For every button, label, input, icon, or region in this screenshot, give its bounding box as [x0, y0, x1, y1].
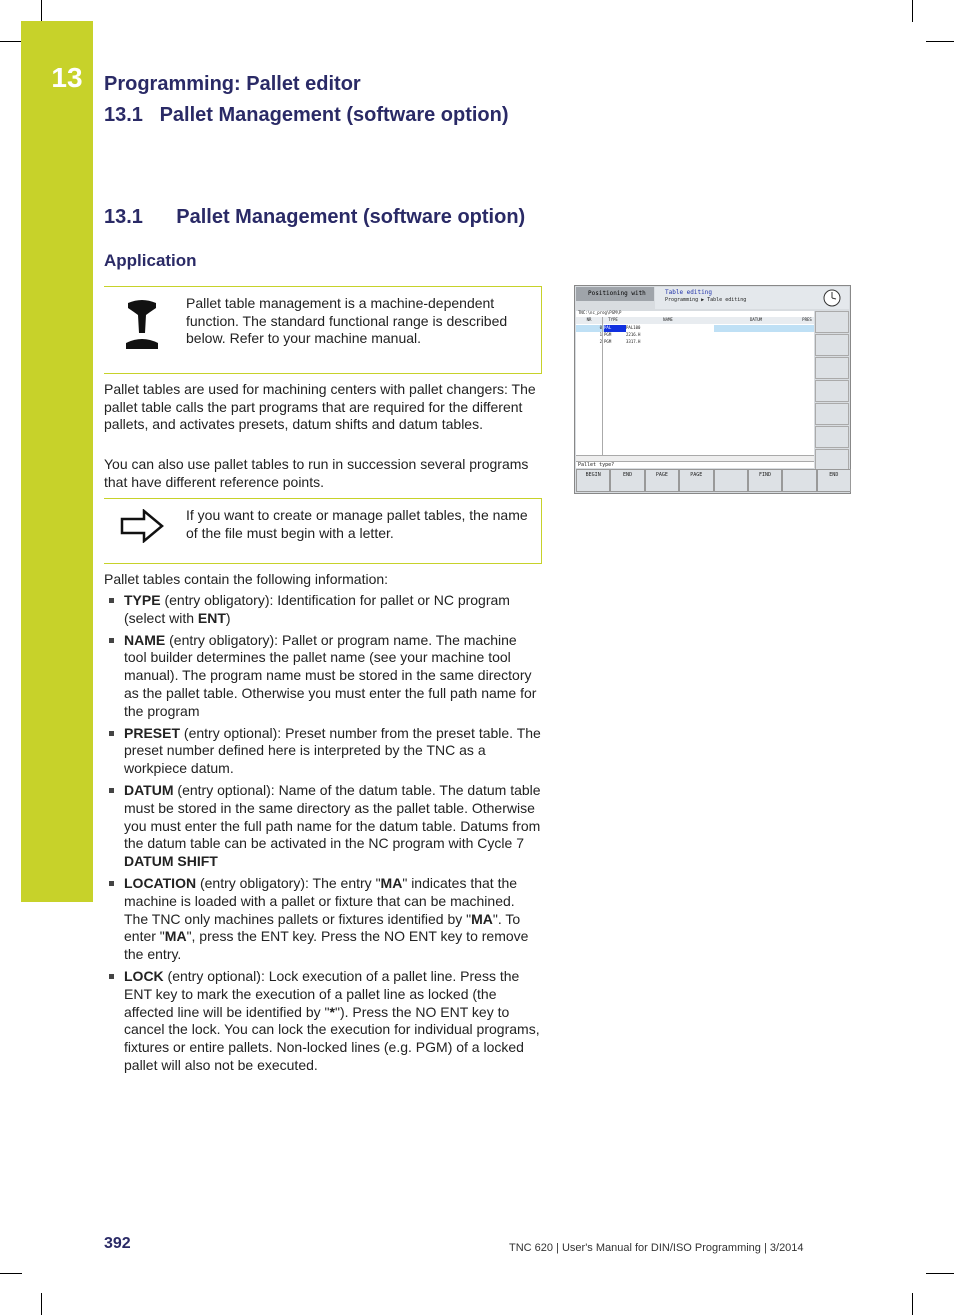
program-title: Table editing [665, 289, 712, 296]
column-header: NAME [663, 317, 673, 322]
crop-mark [912, 1293, 913, 1315]
running-section-title: 13.1 Pallet Management (software option) [104, 104, 509, 126]
list-item: PRESET (entry optional): Preset number from the preset table. The preset number defined here is interpreted by the TNC as a workpiece datum. [104, 725, 542, 778]
footer: TNC 620 | User's Manual for DIN/ISO Programming | 3/2014 [509, 1242, 804, 1254]
column-header: PRES [802, 317, 812, 322]
dialog-prompt: Pallet type? [576, 461, 814, 468]
program-header [655, 287, 815, 309]
tip-note-box [104, 498, 542, 564]
softkey-bar[interactable] [576, 469, 851, 492]
table-row[interactable]: 2 PGM 3317.H [599, 339, 641, 344]
column-header: TYPE [608, 317, 618, 322]
table-row[interactable]: 1 PGM 2216.H [599, 332, 641, 337]
list-item: TYPE (entry obligatory): Identification for pallet or NC program (select with ENT) [104, 592, 542, 628]
list-item: DATUM (entry optional): Name of the datum table. The datum table must be stored in the same directory as the pallet table. Otherwise you must enter the full path name for the datum table. Datums from the datum table can be activated in the NC program with Cycle 7 DATUM SHIFT [104, 782, 542, 871]
info-list [104, 592, 542, 1079]
paragraph: Pallet tables contain the following information: [104, 571, 389, 587]
chapter-title: Programming: Pallet editor [104, 73, 361, 95]
pallet-table[interactable] [576, 311, 814, 468]
crop-mark [926, 41, 954, 42]
list-item: LOCK (entry optional): Lock execution of a pallet line. Press the ENT key to mark the execution of a pallet line as locked (the affected line will be identified by "*"). Press the NO ENT key to cancel the lock. You can lock the execution for individual programs, fixtures or entire pallets. Non-locked lines (e.g. PGM) of a locked pallet will also not be executed. [104, 968, 542, 1075]
softkey-find[interactable]: FIND [748, 469, 782, 492]
tip-note-text: If you want to create or manage pallet tables, the name of the file must begin with a letter. [186, 507, 528, 541]
file-path: TNC:\nc_prog\PGM\P [578, 310, 622, 315]
softkey-blank[interactable] [714, 469, 748, 492]
softkey-end[interactable]: END [610, 469, 644, 492]
clock-icon [815, 287, 849, 309]
chapter-tab [21, 21, 93, 902]
table-row[interactable]: 0 PAL PAL100 [576, 325, 814, 332]
column-header: DATUM [749, 317, 763, 322]
tnc-screenshot [574, 285, 851, 494]
section-title: 13.1 Pallet Management (software option) [104, 206, 526, 228]
crop-mark [41, 1293, 42, 1315]
mode-display: Positioning with [576, 287, 654, 301]
crop-mark [0, 1273, 22, 1274]
machine-note-box [104, 286, 542, 374]
subsection-title: Application [104, 251, 197, 270]
crop-mark [41, 0, 42, 22]
paragraph: Pallet tables are used for machining centers with pallet changers: The pallet table calls the part programs that are required for the different pallets, and activates presets, datum shifts and datum tables. [104, 381, 536, 432]
machine-note-text: Pallet table management is a machine-dependent function. The standard functional range is described below. Refer to your machine manual. [186, 295, 508, 346]
crop-mark [912, 0, 913, 22]
softkey-page-up[interactable]: PAGE [645, 469, 679, 492]
list-item: NAME (entry obligatory): Pallet or program name. The machine tool builder determines the pallet name (see your machine tool manual). The program name must be stored in the same directory as the pallet table. Otherwise you must enter the full path name for the program [104, 632, 542, 721]
list-item: LOCATION (entry obligatory): The entry "MA" indicates that the machine is loaded with a pallet or fixture that can be machined. The TNC only machines pallets or fixtures identified by "MA". To enter "MA", press the ENT key. Press the NO ENT key to remove the entry. [104, 875, 542, 964]
table-header [576, 317, 814, 324]
program-subtitle: Programming ▶ Table editing [665, 297, 747, 303]
crop-mark [926, 1273, 954, 1274]
paragraph: You can also use pallet tables to run in succession several programs that have different reference points. [104, 456, 529, 490]
softkey-page-down[interactable]: PAGE [679, 469, 713, 492]
softkey-begin[interactable]: BEGIN [576, 469, 610, 492]
arrow-right-icon [120, 509, 164, 543]
page-number: 392 [104, 1235, 131, 1252]
crop-mark [0, 41, 22, 42]
chapter-number: 13 [51, 62, 83, 93]
column-header: NR [586, 317, 592, 322]
softkey-blank[interactable] [782, 469, 816, 492]
machine-note-icon [122, 299, 162, 351]
vertical-softkeys[interactable] [815, 311, 849, 471]
softkey-end-editor[interactable]: END [817, 469, 851, 492]
